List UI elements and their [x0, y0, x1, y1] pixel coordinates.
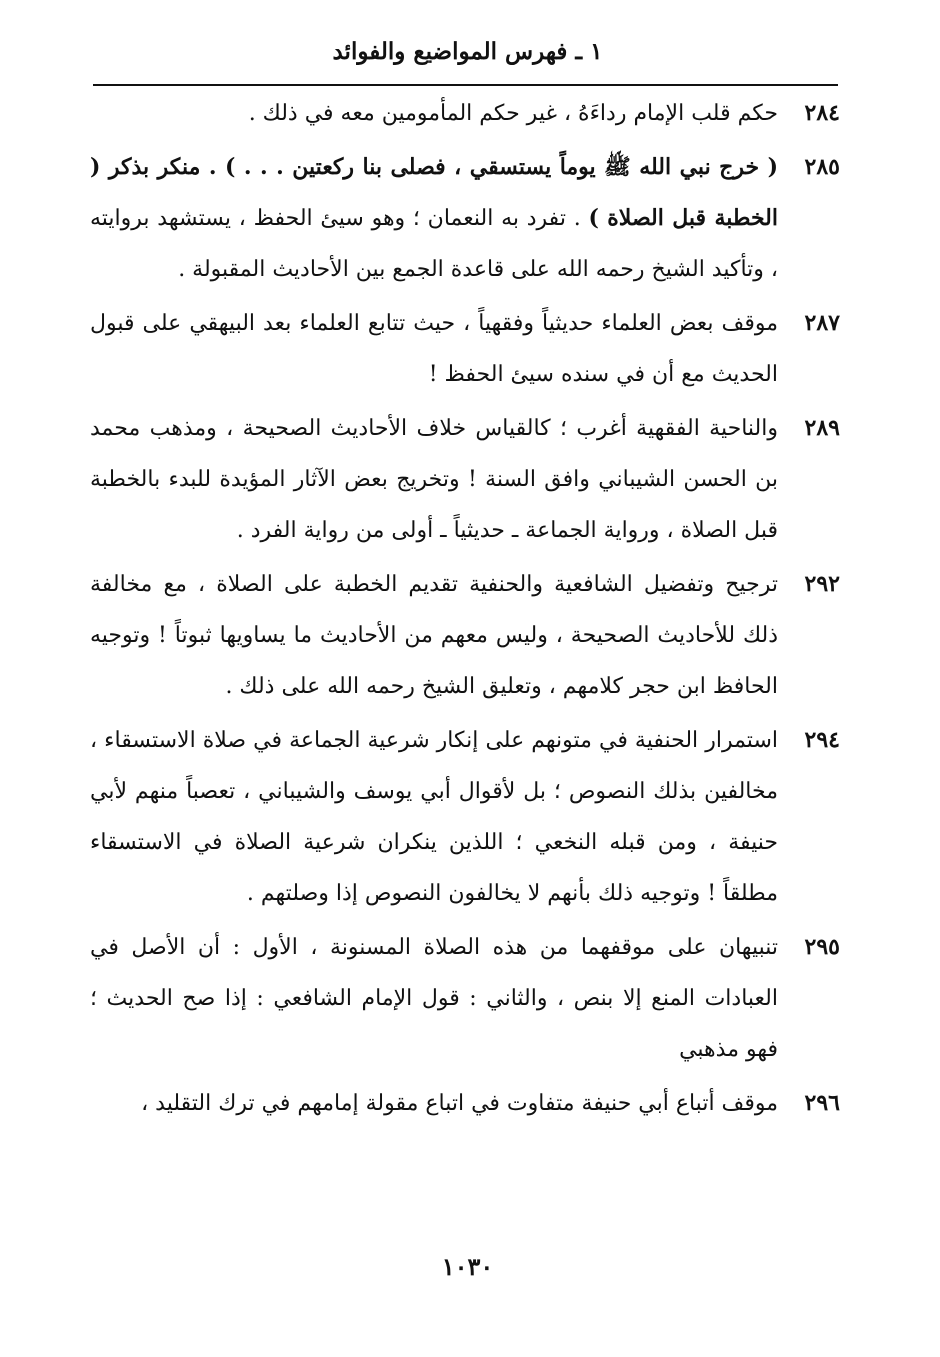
entry-page-number: ٢٩٦	[804, 1090, 840, 1116]
entry-text: حكم قلب الإمام رداءَهُ ، غير حكم المأمومين معه في ذلك .	[248, 101, 778, 126]
entry-page-number: ٢٨٧	[804, 310, 840, 336]
index-entry	[90, 88, 840, 139]
index-entry	[90, 298, 840, 400]
entry-page-number: ٢٨٤	[804, 100, 840, 126]
entry-text: استمرار الحنفية في متونهم على إنكار شرعية الجماعة في صلاة الاستسقاء ، مخالفين بذلك النصوص ؛ بل لأقوال أبي يوسف والشيباني ، تعصباً منهم لأبي حنيفة ، ومن قبله النخعي ؛ اللذين ينكران شرعية الصلاة في الاستسقاء مطلقاً ! وتوجيه ذلك بأنهم لا يخالفون النصوص إذا وصلتهم .	[90, 728, 778, 906]
index-entry	[90, 559, 840, 712]
index-entry	[90, 1078, 840, 1129]
index-entries-list	[90, 88, 840, 1132]
entry-hadith-quote: ( خرج نبي الله ﷺ يوماً يستسقي ، فصلى بنا ركعتين . . . ) . منكر بذكر ( الخطبة قبل الصلاة )	[90, 154, 778, 231]
header-divider	[93, 84, 838, 86]
entry-text: تنبيهان على موقفهما من هذه الصلاة المسنونة ، الأول : أن الأصل في العبادات المنع إلا بنص ، والثاني : قول الإمام الشافعي : إذا صح الحديث ؛ فهو مذهبي	[90, 935, 778, 1062]
entry-text-continuation: . تفرد به النعمان ؛ وهو سيئ الحفظ ، يستشهد بروايته ، وتأكيد الشيخ رحمه الله على قاعدة الجمع بين الأحاديث المقبولة .	[90, 206, 778, 282]
entry-text: موقف أتباع أبي حنيفة متفاوت في اتباع مقولة إمامهم في ترك التقليد ،	[141, 1091, 778, 1116]
index-entry	[90, 715, 840, 919]
entry-page-number: ٢٩٢	[804, 571, 840, 597]
entry-text: موقف بعض العلماء حديثياً وفقهياً ، حيث تتابع العلماء بعد البيهقي على قبول الحديث مع أن في سنده سيئ الحفظ !	[90, 311, 778, 387]
page-header-title: ١ ـ فهرس المواضيع والفوائد	[332, 38, 603, 65]
entry-page-number: ٢٨٩	[804, 415, 840, 441]
entry-page-number: ٢٩٤	[804, 727, 840, 753]
entry-text: والناحية الفقهية أغرب ؛ كالقياس خلاف الأحاديث الصحيحة ، ومذهب محمد بن الحسن الشيباني وافق السنة ! وتخريج بعض الآثار المؤيدة للبدء بالخطبة قبل الصلاة ، ورواية الجماعة ـ حديثياً ـ أولى من رواية الفرد .	[90, 416, 778, 543]
page-number-footer: ١٠٣٠	[441, 1252, 494, 1281]
entry-page-number: ٢٩٥	[804, 934, 840, 960]
index-entry	[90, 142, 840, 295]
index-entry	[90, 922, 840, 1075]
entry-text: ترجيح وتفضيل الشافعية والحنفية تقديم الخطبة على الصلاة ، مع مخالفة ذلك للأحاديث الصحيحة ، وليس معهم من الأحاديث ما يساويها ثبوتاً ! وتوجيه الحافظ ابن حجر كلامهم ، وتعليق الشيخ رحمه الله على ذلك .	[90, 572, 778, 699]
entry-text	[90, 142, 778, 295]
index-entry	[90, 403, 840, 556]
entry-page-number: ٢٨٥	[804, 154, 840, 180]
